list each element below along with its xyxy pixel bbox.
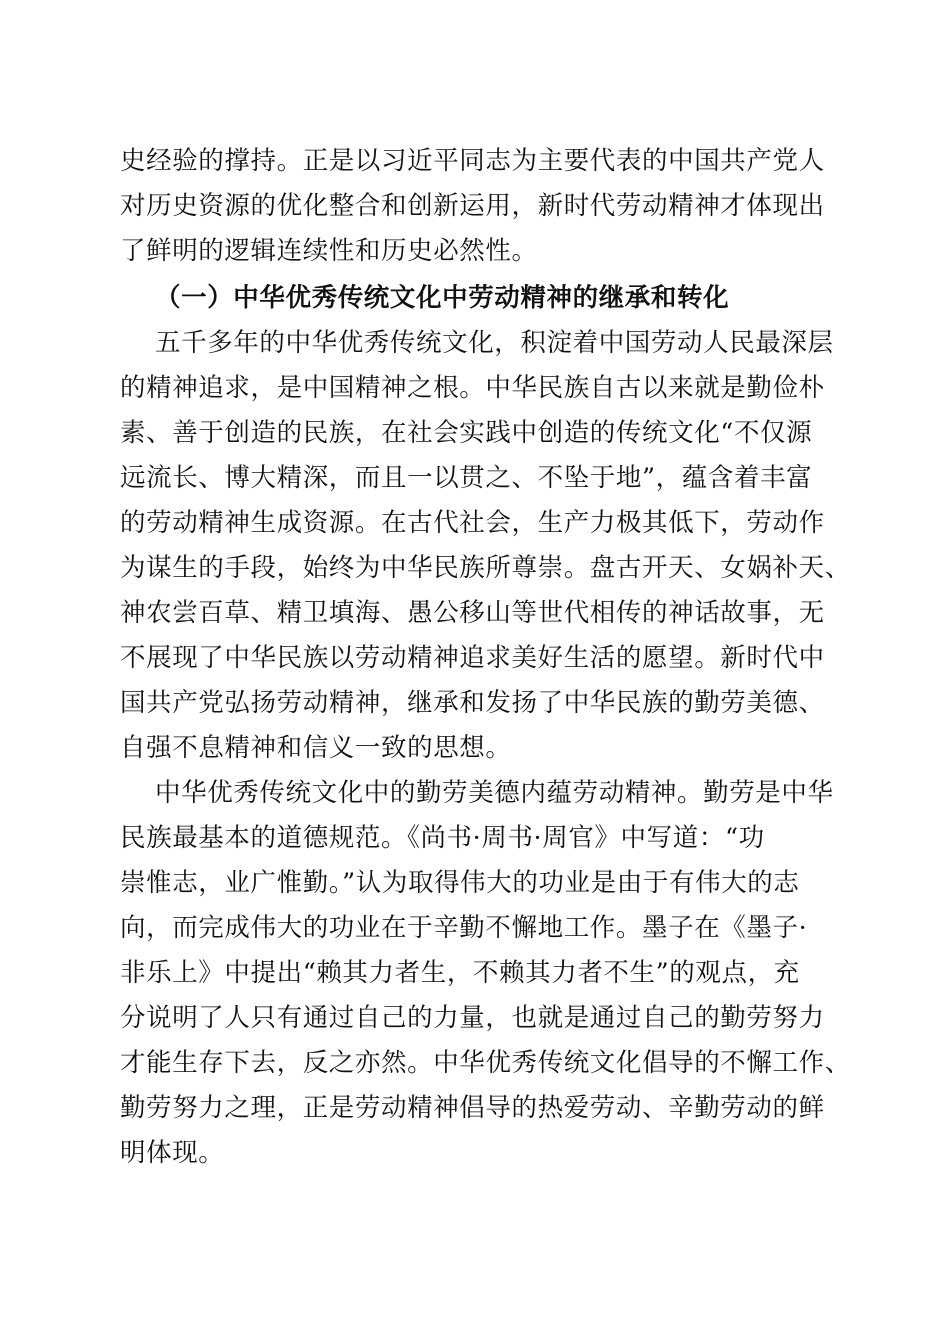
text-line: 民族最基本的道德规范。《尚书·周书·周官》中写道：“功: [120, 823, 765, 853]
text-line: 为谋生的手段，始终为中华民族所尊崇。盘古开天、女娲补天、: [120, 553, 851, 583]
text-line: 神农尝百草、精卫填海、愚公移山等世代相传的神话故事，无: [120, 598, 825, 628]
text-line: 国共产党弘扬劳动精神，继承和发扬了中华民族的勤劳美德、: [120, 688, 825, 718]
text-line: 中华优秀传统文化中的勤劳美德内蕴劳动精神。勤劳是中华: [155, 778, 834, 808]
text-line: 五千多年的中华优秀传统文化，积淀着中国劳动人民最深层: [155, 328, 834, 358]
text-line: 的劳动精神生成资源。在古代社会，生产力极其低下，劳动作: [120, 508, 825, 538]
text-line: 对历史资源的优化整合和创新运用，新时代劳动精神才体现出: [120, 191, 825, 221]
text-line: 才能生存下去，反之亦然。中华优秀传统文化倡导的不懈工作、: [120, 1048, 851, 1078]
text-line: 史经验的撑持。正是以习近平同志为主要代表的中国共产党人: [120, 146, 825, 176]
text-line: 不展现了中华民族以劳动精神追求美好生活的愿望。新时代中: [120, 643, 825, 673]
text-line: 向，而完成伟大的功业在于辛勤不懈地工作。墨子在《墨子·: [120, 913, 808, 943]
text-line: 远流长、博大精深，而且一以贯之、不坠于地”，蕴含着丰富: [120, 463, 813, 493]
text-line: 自强不息精神和信义一致的思想。: [120, 733, 512, 763]
text-line: 明体现。: [120, 1138, 225, 1168]
text-line: 素、善于创造的民族，在社会实践中创造的传统文化“不仅源: [120, 418, 813, 448]
text-line: 勤劳努力之理，正是劳动精神倡导的热爱劳动、辛勤劳动的鲜: [120, 1093, 825, 1123]
section-heading: （一）中华优秀传统文化中劳动精神的继承和转化: [155, 283, 730, 313]
text-line: 分说明了人只有通过自己的力量，也就是通过自己的勤劳努力: [120, 1003, 825, 1033]
text-line: 的精神追求，是中国精神之根。中华民族自古以来就是勤俭朴: [120, 373, 825, 403]
text-line: 了鲜明的逻辑连续性和历史必然性。: [120, 236, 538, 266]
text-line: 崇惟志，业广惟勤。”认为取得伟大的功业是由于有伟大的志: [120, 868, 800, 898]
text-line: 非乐上》中提出“赖其力者生，不赖其力者不生”的观点，充: [120, 958, 800, 988]
